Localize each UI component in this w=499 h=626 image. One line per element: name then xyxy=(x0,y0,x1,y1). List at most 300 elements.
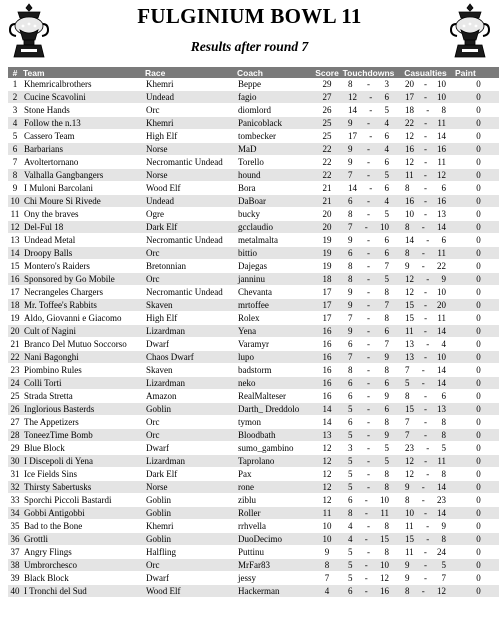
cell-touchdowns-against: 6 xyxy=(384,377,389,388)
cell-coach: hound xyxy=(236,169,314,182)
cell-casualties-against: 22 xyxy=(437,260,446,271)
cell-casualties xyxy=(397,338,454,351)
cell-rank: 27 xyxy=(8,416,22,429)
cell-race: Norse xyxy=(144,143,236,156)
cell-coach: mrtoffee xyxy=(236,299,314,312)
cell-team: Bad to the Bone xyxy=(22,520,144,533)
cell-casualties xyxy=(397,195,454,208)
cell-rank: 38 xyxy=(8,559,22,572)
cell-casualties-for: 20 xyxy=(405,78,414,89)
cell-paint: 0 xyxy=(454,325,499,338)
cell-touchdowns-for: 8 xyxy=(348,208,353,219)
cell-coach: Rolex xyxy=(236,312,314,325)
separator: - xyxy=(367,143,370,154)
cell-casualties xyxy=(397,208,454,221)
cell-touchdowns xyxy=(340,481,397,494)
cell-team: Ice Fields Sins xyxy=(22,468,144,481)
separator: - xyxy=(421,377,425,388)
cell-casualties xyxy=(397,533,454,546)
table-row xyxy=(8,364,499,377)
separator: - xyxy=(364,221,368,232)
cell-casualties-against: 13 xyxy=(437,208,446,219)
table-row xyxy=(8,247,499,260)
cell-casualties-against: 14 xyxy=(437,130,446,141)
cell-touchdowns-for: 8 xyxy=(348,260,353,271)
separator: - xyxy=(426,338,430,349)
table-row xyxy=(8,104,499,117)
cell-touchdowns xyxy=(340,312,397,325)
table-row xyxy=(8,91,499,104)
separator: - xyxy=(367,234,370,245)
cell-paint: 0 xyxy=(454,247,499,260)
cell-touchdowns-for: 6 xyxy=(348,585,353,596)
cell-rank: 31 xyxy=(8,468,22,481)
cell-touchdowns xyxy=(340,442,397,455)
cell-team: Cassero Team xyxy=(22,130,144,143)
cell-casualties-for: 23 xyxy=(405,442,414,453)
separator: - xyxy=(367,364,370,375)
cell-score: 20 xyxy=(314,208,340,221)
cell-casualties-against: 14 xyxy=(437,364,446,375)
cell-coach: neko xyxy=(236,377,314,390)
cell-rank: 5 xyxy=(8,130,22,143)
cell-touchdowns-against: 11 xyxy=(380,507,389,518)
cell-rank: 13 xyxy=(8,234,22,247)
cell-casualties-against: 12 xyxy=(436,169,446,180)
cell-race: Dwarf xyxy=(144,442,236,455)
cell-rank: 21 xyxy=(8,338,22,351)
cell-team: Undead Metal xyxy=(22,234,144,247)
cell-race: Khemri xyxy=(144,520,236,533)
cell-team: Sporchi Piccoli Bastardi xyxy=(22,494,144,507)
cell-rank: 4 xyxy=(8,117,22,130)
separator: - xyxy=(421,247,425,258)
cell-rank: 30 xyxy=(8,455,22,468)
cell-rank: 10 xyxy=(8,195,22,208)
cell-touchdowns-for: 5 xyxy=(348,468,353,479)
cell-casualties-against: 10 xyxy=(437,351,446,362)
cell-paint: 0 xyxy=(454,260,499,273)
cell-race: Necromantic Undead xyxy=(144,234,236,247)
cell-touchdowns xyxy=(340,325,397,338)
cell-paint: 0 xyxy=(454,195,499,208)
cell-coach: Puttinu xyxy=(236,546,314,559)
cell-touchdowns xyxy=(340,429,397,442)
cell-race: Goblin xyxy=(144,533,236,546)
cell-touchdowns-for: 17 xyxy=(348,130,357,141)
cell-touchdowns-for: 9 xyxy=(348,286,353,297)
cell-casualties-against: 4 xyxy=(441,338,446,349)
cell-paint: 0 xyxy=(454,208,499,221)
separator: - xyxy=(369,182,373,193)
cell-paint: 0 xyxy=(454,546,499,559)
separator: - xyxy=(424,429,427,440)
separator: - xyxy=(424,208,427,219)
cell-team: Del-Ful 18 xyxy=(22,221,144,234)
separator: - xyxy=(367,273,370,284)
separator: - xyxy=(367,468,370,479)
cell-touchdowns-for: 12 xyxy=(348,91,357,102)
cell-rank: 12 xyxy=(8,221,22,234)
page-subtitle: Results after round 7 xyxy=(190,39,309,54)
cell-score: 16 xyxy=(314,377,340,390)
separator: - xyxy=(364,507,368,518)
cell-touchdowns xyxy=(340,299,397,312)
cell-casualties-for: 10 xyxy=(405,208,414,219)
cell-team: Mr. Toffee's Rabbits xyxy=(22,299,144,312)
cell-touchdowns-against: 12 xyxy=(380,572,389,583)
cell-score: 16 xyxy=(314,390,340,403)
separator: - xyxy=(367,78,370,89)
cell-score: 11 xyxy=(314,507,340,520)
cell-casualties-against: 16 xyxy=(437,195,446,206)
cell-touchdowns xyxy=(340,156,397,169)
separator: - xyxy=(367,429,370,440)
cell-casualties xyxy=(397,156,454,169)
cell-score: 16 xyxy=(314,351,340,364)
cell-coach: Panicoblack xyxy=(236,117,314,130)
cell-rank: 29 xyxy=(8,442,22,455)
cell-casualties xyxy=(397,234,454,247)
separator: - xyxy=(369,130,373,141)
cell-touchdowns-for: 5 xyxy=(348,455,353,466)
cell-race: High Elf xyxy=(144,130,236,143)
cell-team: Angry Flings xyxy=(22,546,144,559)
cell-coach: janninu xyxy=(236,273,314,286)
cell-touchdowns xyxy=(340,130,397,143)
cell-touchdowns xyxy=(340,286,397,299)
col-header-coach: Coach xyxy=(236,67,314,78)
cell-touchdowns-against: 8 xyxy=(384,546,389,557)
cell-score: 18 xyxy=(314,273,340,286)
separator: - xyxy=(364,533,368,544)
cell-score: 27 xyxy=(314,91,340,104)
cell-touchdowns-for: 7 xyxy=(348,312,353,323)
cell-casualties-for: 13 xyxy=(405,338,414,349)
cell-coach: lupo xyxy=(236,351,314,364)
separator: - xyxy=(426,234,430,245)
cell-casualties-for: 14 xyxy=(405,234,414,245)
cell-touchdowns xyxy=(340,468,397,481)
cell-touchdowns xyxy=(340,520,397,533)
cell-coach: rrhvella xyxy=(236,520,314,533)
cell-rank: 26 xyxy=(8,403,22,416)
cell-coach: Bloodbath xyxy=(236,429,314,442)
cell-race: Orc xyxy=(144,104,236,117)
cell-casualties-for: 9 xyxy=(405,559,410,570)
cell-touchdowns xyxy=(340,182,397,195)
cell-casualties-for: 7 xyxy=(405,416,410,427)
cell-touchdowns-against: 6 xyxy=(384,91,389,102)
cell-touchdowns-for: 6 xyxy=(348,390,353,401)
cell-casualties xyxy=(397,78,454,91)
cell-race: Khemri xyxy=(144,117,236,130)
table-row xyxy=(8,533,499,546)
cell-touchdowns-for: 7 xyxy=(348,351,353,362)
cell-touchdowns-against: 10 xyxy=(380,221,389,232)
cell-score: 14 xyxy=(314,403,340,416)
cell-casualties-against: 10 xyxy=(437,286,446,297)
separator: - xyxy=(424,299,427,310)
separator: - xyxy=(424,507,427,518)
separator: - xyxy=(369,91,373,102)
cell-touchdowns-for: 5 xyxy=(348,481,353,492)
cell-casualties xyxy=(397,273,454,286)
table-row xyxy=(8,377,499,390)
cell-casualties xyxy=(397,494,454,507)
cell-touchdowns-against: 6 xyxy=(384,403,389,414)
separator: - xyxy=(367,169,370,180)
cell-race: High Elf xyxy=(144,312,236,325)
cell-race: Dark Elf xyxy=(144,221,236,234)
cell-touchdowns-against: 5 xyxy=(384,442,389,453)
cell-coach: Roller xyxy=(236,507,314,520)
table-row xyxy=(8,494,499,507)
cell-score: 12 xyxy=(314,494,340,507)
cell-touchdowns-for: 14 xyxy=(348,104,357,115)
cell-casualties xyxy=(397,403,454,416)
cell-casualties xyxy=(397,325,454,338)
cell-touchdowns-against: 6 xyxy=(384,156,389,167)
cell-score: 17 xyxy=(314,312,340,325)
table-row xyxy=(8,325,499,338)
cell-team: Strada Stretta xyxy=(22,390,144,403)
cell-touchdowns-for: 6 xyxy=(348,416,353,427)
cell-score: 17 xyxy=(314,286,340,299)
cell-touchdowns-for: 5 xyxy=(348,403,353,414)
separator: - xyxy=(426,520,430,531)
cell-casualties-against: 9 xyxy=(441,273,446,284)
cell-team: Cucine Scavolini xyxy=(22,91,144,104)
cell-team: Khemricalbrothers xyxy=(22,78,144,91)
cell-paint: 0 xyxy=(454,338,499,351)
cell-team: Droopy Balls xyxy=(22,247,144,260)
table-row xyxy=(8,338,499,351)
cell-score: 16 xyxy=(314,325,340,338)
cell-paint: 0 xyxy=(454,455,499,468)
cell-touchdowns-against: 10 xyxy=(380,494,389,505)
table-row xyxy=(8,117,499,130)
cell-casualties-for: 12 xyxy=(405,455,414,466)
cell-touchdowns xyxy=(340,364,397,377)
cell-team: I Discepoli di Yena xyxy=(22,455,144,468)
cell-touchdowns xyxy=(340,377,397,390)
col-header-race: Race xyxy=(144,67,236,78)
cell-casualties xyxy=(397,481,454,494)
cell-touchdowns-for: 5 xyxy=(348,546,353,557)
page-title: FULGINIUM BOWL 11 xyxy=(137,4,362,28)
cell-casualties-for: 16 xyxy=(405,143,414,154)
cell-race: Bretonnian xyxy=(144,260,236,273)
cell-casualties-against: 11 xyxy=(437,247,446,258)
cell-team: Inglorious Basterds xyxy=(22,403,144,416)
cell-paint: 0 xyxy=(454,507,499,520)
cell-paint: 0 xyxy=(454,559,499,572)
cell-paint: 0 xyxy=(454,130,499,143)
cell-touchdowns xyxy=(340,273,397,286)
cell-team: I Tronchi del Sud xyxy=(22,585,144,598)
table-row xyxy=(8,299,499,312)
cell-paint: 0 xyxy=(454,572,499,585)
table-header-row xyxy=(8,67,499,78)
cell-team: Blue Block xyxy=(22,442,144,455)
cell-casualties xyxy=(397,299,454,312)
cell-paint: 0 xyxy=(454,403,499,416)
cell-team: Sponsored by Go Mobile xyxy=(22,273,144,286)
cell-touchdowns-against: 4 xyxy=(384,195,389,206)
cell-coach: Torello xyxy=(236,156,314,169)
cell-team: Nani Bagonghi xyxy=(22,351,144,364)
cell-race: Orc xyxy=(144,273,236,286)
cell-rank: 11 xyxy=(8,208,22,221)
cell-casualties-against: 11 xyxy=(437,312,446,323)
cell-race: Necromantic Undead xyxy=(144,156,236,169)
cell-rank: 8 xyxy=(8,169,22,182)
cell-team: Colli Torti xyxy=(22,377,144,390)
separator: - xyxy=(367,351,370,362)
cell-touchdowns xyxy=(340,117,397,130)
cell-touchdowns xyxy=(340,208,397,221)
cell-paint: 0 xyxy=(454,481,499,494)
cell-touchdowns xyxy=(340,78,397,91)
separator: - xyxy=(424,195,427,206)
cell-casualties-against: 14 xyxy=(437,481,446,492)
cell-paint: 0 xyxy=(454,364,499,377)
cell-touchdowns xyxy=(340,507,397,520)
cell-team: I Muloni Barcolani xyxy=(22,182,144,195)
cell-team: Ony the braves xyxy=(22,208,144,221)
cell-touchdowns-for: 8 xyxy=(348,507,353,518)
cell-touchdowns-against: 7 xyxy=(384,260,389,271)
cell-score: 7 xyxy=(314,572,340,585)
cell-rank: 17 xyxy=(8,286,22,299)
cell-touchdowns xyxy=(340,494,397,507)
cell-touchdowns-for: 6 xyxy=(348,247,353,258)
cell-race: Amazon xyxy=(144,390,236,403)
cell-score: 12 xyxy=(314,468,340,481)
separator: - xyxy=(367,403,370,414)
cell-race: Wood Elf xyxy=(144,182,236,195)
separator: - xyxy=(424,455,428,466)
cell-casualties xyxy=(397,429,454,442)
cell-coach: Bora xyxy=(236,182,314,195)
cell-score: 17 xyxy=(314,299,340,312)
separator: - xyxy=(421,585,425,596)
cell-coach: Chevanta xyxy=(236,286,314,299)
cell-casualties xyxy=(397,416,454,429)
cell-casualties-against: 11 xyxy=(437,156,446,167)
separator: - xyxy=(424,117,428,128)
cell-race: Khemri xyxy=(144,78,236,91)
cell-score: 20 xyxy=(314,221,340,234)
cell-casualties-against: 6 xyxy=(441,182,446,193)
col-header-score: Score xyxy=(315,67,339,78)
cell-touchdowns-against: 6 xyxy=(384,325,389,336)
cell-casualties-against: 16 xyxy=(437,143,446,154)
cell-rank: 25 xyxy=(8,390,22,403)
cell-casualties xyxy=(397,559,454,572)
separator: - xyxy=(367,325,370,336)
cell-race: Orc xyxy=(144,559,236,572)
cell-race: Goblin xyxy=(144,494,236,507)
cell-team: Chi Moure Si Rivede xyxy=(22,195,144,208)
cell-score: 29 xyxy=(314,78,340,91)
cell-rank: 6 xyxy=(8,143,22,156)
cell-casualties-for: 15 xyxy=(405,533,414,544)
separator: - xyxy=(369,104,373,115)
cell-casualties xyxy=(397,455,454,468)
cell-race: Ogre xyxy=(144,208,236,221)
cell-score: 9 xyxy=(314,546,340,559)
cell-touchdowns xyxy=(340,247,397,260)
cell-score: 22 xyxy=(314,169,340,182)
table-row xyxy=(8,520,499,533)
separator: - xyxy=(426,104,430,115)
cell-team: Piombino Rules xyxy=(22,364,144,377)
separator: - xyxy=(364,572,368,583)
cell-touchdowns-against: 8 xyxy=(384,520,389,531)
cell-rank: 37 xyxy=(8,546,22,559)
cell-paint: 0 xyxy=(454,299,499,312)
cell-team: Thirsty Sabertusks xyxy=(22,481,144,494)
cell-team: Branco Del Mutuo Soccorso xyxy=(22,338,144,351)
cell-touchdowns xyxy=(340,169,397,182)
cell-casualties-against: 8 xyxy=(441,468,446,479)
cell-touchdowns-against: 8 xyxy=(384,312,389,323)
cell-touchdowns-against: 9 xyxy=(384,390,389,401)
separator: - xyxy=(364,494,368,505)
cell-casualties-against: 14 xyxy=(437,221,446,232)
cell-coach: MrFar83 xyxy=(236,559,314,572)
cell-rank: 3 xyxy=(8,104,22,117)
cell-casualties-for: 10 xyxy=(405,507,414,518)
cell-touchdowns-against: 5 xyxy=(384,273,389,284)
cell-coach: fagio xyxy=(236,91,314,104)
cell-score: 8 xyxy=(314,559,340,572)
cell-race: Skaven xyxy=(144,364,236,377)
cell-touchdowns xyxy=(340,572,397,585)
separator: - xyxy=(367,390,370,401)
cell-casualties xyxy=(397,546,454,559)
cell-touchdowns xyxy=(340,455,397,468)
cell-touchdowns xyxy=(340,104,397,117)
table-row xyxy=(8,273,499,286)
cell-casualties-for: 15 xyxy=(405,312,414,323)
separator: - xyxy=(424,182,427,193)
cell-touchdowns-against: 8 xyxy=(384,468,389,479)
cell-touchdowns-for: 6 xyxy=(348,494,353,505)
cell-team: Avoltertornano xyxy=(22,156,144,169)
table-row xyxy=(8,546,499,559)
cell-casualties-for: 11 xyxy=(405,546,414,557)
cell-score: 25 xyxy=(314,130,340,143)
cell-touchdowns-for: 5 xyxy=(348,559,353,570)
cell-casualties xyxy=(397,351,454,364)
separator: - xyxy=(367,455,370,466)
cell-casualties-for: 8 xyxy=(405,182,410,193)
separator: - xyxy=(423,546,427,557)
cell-coach: Beppe xyxy=(236,78,314,91)
cell-race: Dwarf xyxy=(144,338,236,351)
cell-touchdowns xyxy=(340,351,397,364)
col-header-touchdowns: Touchdowns xyxy=(340,67,397,78)
cell-casualties-against: 12 xyxy=(437,585,446,596)
separator: - xyxy=(421,364,425,375)
cell-rank: 20 xyxy=(8,325,22,338)
cell-race: Undead xyxy=(144,91,236,104)
cell-casualties xyxy=(397,520,454,533)
cell-team: Barbarians xyxy=(22,143,144,156)
